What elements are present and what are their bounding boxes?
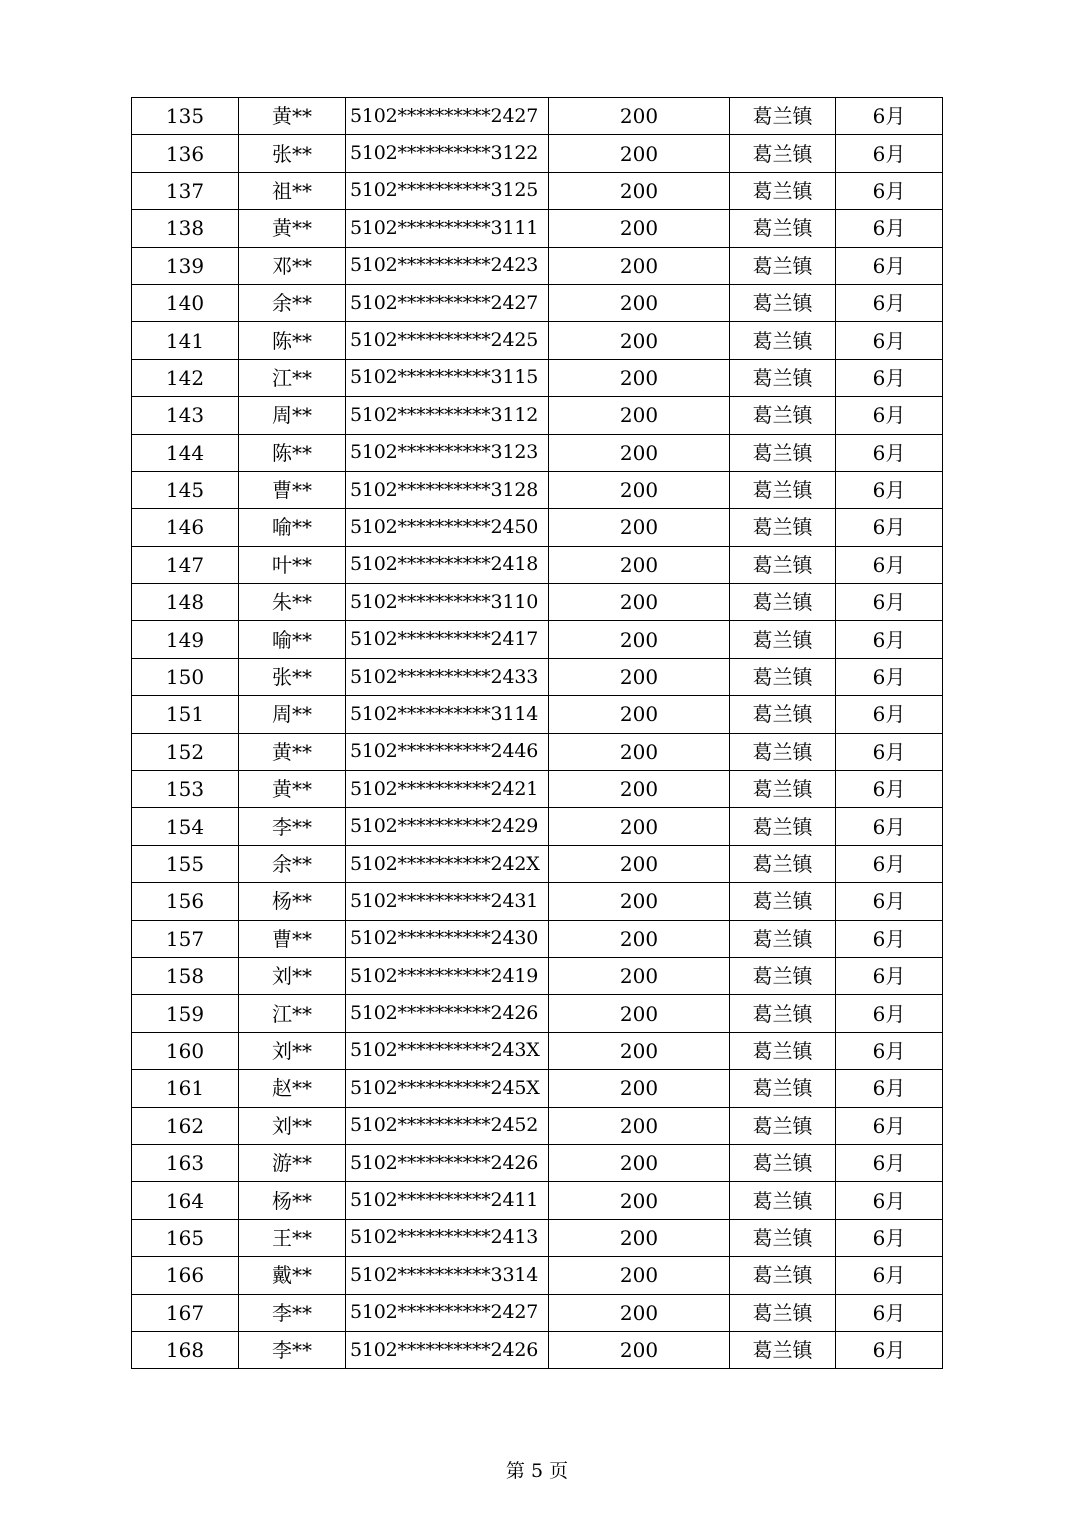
cell-serial-number: 153 — [132, 771, 239, 808]
cell-month: 6月 — [836, 845, 943, 882]
table-row — [132, 172, 943, 209]
cell-serial-number: 147 — [132, 546, 239, 583]
cell-month: 6月 — [836, 434, 943, 471]
table-row — [132, 98, 943, 135]
cell-month: 6月 — [836, 284, 943, 321]
table-row — [132, 1294, 943, 1331]
cell-serial-number: 149 — [132, 621, 239, 658]
cell-serial-number: 144 — [132, 434, 239, 471]
cell-name: 戴** — [239, 1257, 346, 1294]
cell-month: 6月 — [836, 471, 943, 508]
cell-name: 李** — [239, 808, 346, 845]
cell-month: 6月 — [836, 98, 943, 135]
cell-amount: 200 — [549, 546, 730, 583]
cell-id-number: 5102**********3122 — [346, 135, 549, 172]
cell-serial-number: 148 — [132, 584, 239, 621]
cell-month: 6月 — [836, 584, 943, 621]
cell-amount: 200 — [549, 1070, 730, 1107]
cell-id-number: 5102**********2427 — [346, 284, 549, 321]
subsidy-table — [131, 97, 943, 1369]
cell-name: 黄** — [239, 98, 346, 135]
cell-id-number: 5102**********2413 — [346, 1219, 549, 1256]
cell-amount: 200 — [549, 845, 730, 882]
cell-amount: 200 — [549, 172, 730, 209]
cell-amount: 200 — [549, 1107, 730, 1144]
table-row — [132, 1107, 943, 1144]
cell-name: 周** — [239, 696, 346, 733]
cell-amount: 200 — [549, 210, 730, 247]
cell-name: 黄** — [239, 771, 346, 808]
cell-serial-number: 156 — [132, 883, 239, 920]
cell-month: 6月 — [836, 1219, 943, 1256]
cell-id-number: 5102**********3123 — [346, 434, 549, 471]
cell-month: 6月 — [836, 509, 943, 546]
table-row — [132, 434, 943, 471]
cell-name: 陈** — [239, 434, 346, 471]
table-row — [132, 845, 943, 882]
cell-serial-number: 161 — [132, 1070, 239, 1107]
table-row — [132, 1144, 943, 1181]
cell-town: 葛兰镇 — [730, 1032, 836, 1069]
cell-town: 葛兰镇 — [730, 957, 836, 994]
cell-id-number: 5102**********2419 — [346, 957, 549, 994]
cell-id-number: 5102**********2417 — [346, 621, 549, 658]
cell-town: 葛兰镇 — [730, 247, 836, 284]
table-row — [132, 808, 943, 845]
cell-id-number: 5102**********3114 — [346, 696, 549, 733]
cell-name: 曹** — [239, 920, 346, 957]
cell-month: 6月 — [836, 920, 943, 957]
cell-amount: 200 — [549, 1331, 730, 1368]
cell-month: 6月 — [836, 621, 943, 658]
cell-id-number: 5102**********2426 — [346, 995, 549, 1032]
cell-name: 王** — [239, 1219, 346, 1256]
cell-town: 葛兰镇 — [730, 434, 836, 471]
cell-amount: 200 — [549, 284, 730, 321]
cell-id-number: 5102**********242X — [346, 845, 549, 882]
cell-id-number: 5102**********2429 — [346, 808, 549, 845]
cell-town: 葛兰镇 — [730, 696, 836, 733]
table-row — [132, 733, 943, 770]
cell-serial-number: 146 — [132, 509, 239, 546]
cell-month: 6月 — [836, 1032, 943, 1069]
cell-town: 葛兰镇 — [730, 322, 836, 359]
cell-town: 葛兰镇 — [730, 1219, 836, 1256]
cell-id-number: 5102**********2431 — [346, 883, 549, 920]
table-row — [132, 621, 943, 658]
cell-town: 葛兰镇 — [730, 397, 836, 434]
cell-id-number: 5102**********3111 — [346, 210, 549, 247]
cell-id-number: 5102**********3112 — [346, 397, 549, 434]
cell-serial-number: 138 — [132, 210, 239, 247]
cell-name: 喻** — [239, 621, 346, 658]
cell-month: 6月 — [836, 696, 943, 733]
cell-amount: 200 — [549, 247, 730, 284]
cell-serial-number: 158 — [132, 957, 239, 994]
cell-serial-number: 163 — [132, 1144, 239, 1181]
cell-month: 6月 — [836, 1294, 943, 1331]
table-row — [132, 397, 943, 434]
cell-town: 葛兰镇 — [730, 172, 836, 209]
cell-town: 葛兰镇 — [730, 1182, 836, 1219]
cell-amount: 200 — [549, 359, 730, 396]
cell-town: 葛兰镇 — [730, 1107, 836, 1144]
cell-month: 6月 — [836, 1257, 943, 1294]
cell-name: 朱** — [239, 584, 346, 621]
table-row — [132, 584, 943, 621]
cell-serial-number: 150 — [132, 658, 239, 695]
cell-amount: 200 — [549, 995, 730, 1032]
cell-id-number: 5102**********3115 — [346, 359, 549, 396]
table-row — [132, 1331, 943, 1368]
cell-amount: 200 — [549, 658, 730, 695]
cell-month: 6月 — [836, 1144, 943, 1181]
cell-serial-number: 157 — [132, 920, 239, 957]
cell-amount: 200 — [549, 1219, 730, 1256]
cell-town: 葛兰镇 — [730, 1070, 836, 1107]
cell-id-number: 5102**********2423 — [346, 247, 549, 284]
cell-serial-number: 135 — [132, 98, 239, 135]
cell-town: 葛兰镇 — [730, 584, 836, 621]
cell-serial-number: 139 — [132, 247, 239, 284]
cell-id-number: 5102**********2411 — [346, 1182, 549, 1219]
table-row — [132, 771, 943, 808]
cell-town: 葛兰镇 — [730, 920, 836, 957]
cell-name: 杨** — [239, 1182, 346, 1219]
cell-name: 黄** — [239, 210, 346, 247]
table-row — [132, 995, 943, 1032]
cell-month: 6月 — [836, 135, 943, 172]
cell-id-number: 5102**********245X — [346, 1070, 549, 1107]
cell-serial-number: 143 — [132, 397, 239, 434]
cell-town: 葛兰镇 — [730, 808, 836, 845]
cell-serial-number: 142 — [132, 359, 239, 396]
cell-amount: 200 — [549, 808, 730, 845]
cell-id-number: 5102**********2446 — [346, 733, 549, 770]
cell-town: 葛兰镇 — [730, 546, 836, 583]
table-row — [132, 546, 943, 583]
cell-month: 6月 — [836, 397, 943, 434]
table-row — [132, 359, 943, 396]
cell-serial-number: 160 — [132, 1032, 239, 1069]
table-row — [132, 957, 943, 994]
cell-serial-number: 141 — [132, 322, 239, 359]
cell-town: 葛兰镇 — [730, 658, 836, 695]
cell-month: 6月 — [836, 546, 943, 583]
cell-serial-number: 151 — [132, 696, 239, 733]
cell-town: 葛兰镇 — [730, 135, 836, 172]
cell-name: 刘** — [239, 957, 346, 994]
table-row — [132, 1219, 943, 1256]
table-row — [132, 284, 943, 321]
cell-amount: 200 — [549, 471, 730, 508]
cell-name: 邓** — [239, 247, 346, 284]
cell-serial-number: 159 — [132, 995, 239, 1032]
cell-id-number: 5102**********2427 — [346, 1294, 549, 1331]
cell-name: 赵** — [239, 1070, 346, 1107]
cell-id-number: 5102**********2418 — [346, 546, 549, 583]
cell-id-number: 5102**********2450 — [346, 509, 549, 546]
cell-name: 余** — [239, 284, 346, 321]
cell-month: 6月 — [836, 883, 943, 920]
table-row — [132, 471, 943, 508]
table-row — [132, 1182, 943, 1219]
cell-town: 葛兰镇 — [730, 621, 836, 658]
cell-month: 6月 — [836, 658, 943, 695]
table-row — [132, 135, 943, 172]
cell-name: 陈** — [239, 322, 346, 359]
cell-name: 祖** — [239, 172, 346, 209]
cell-town: 葛兰镇 — [730, 845, 836, 882]
cell-id-number: 5102**********2421 — [346, 771, 549, 808]
cell-name: 张** — [239, 658, 346, 695]
cell-id-number: 5102**********2425 — [346, 322, 549, 359]
cell-month: 6月 — [836, 995, 943, 1032]
cell-id-number: 5102**********2452 — [346, 1107, 549, 1144]
cell-name: 李** — [239, 1294, 346, 1331]
cell-name: 余** — [239, 845, 346, 882]
cell-amount: 200 — [549, 920, 730, 957]
cell-amount: 200 — [549, 434, 730, 471]
cell-id-number: 5102**********3110 — [346, 584, 549, 621]
cell-town: 葛兰镇 — [730, 284, 836, 321]
cell-name: 曹** — [239, 471, 346, 508]
cell-month: 6月 — [836, 771, 943, 808]
table-row — [132, 1032, 943, 1069]
page-number: 第 5 页 — [505, 1460, 569, 1482]
cell-name: 喻** — [239, 509, 346, 546]
cell-amount: 200 — [549, 696, 730, 733]
cell-serial-number: 137 — [132, 172, 239, 209]
table-row — [132, 658, 943, 695]
cell-month: 6月 — [836, 210, 943, 247]
cell-amount: 200 — [549, 733, 730, 770]
table-row — [132, 1070, 943, 1107]
cell-town: 葛兰镇 — [730, 771, 836, 808]
cell-amount: 200 — [549, 1257, 730, 1294]
cell-town: 葛兰镇 — [730, 1294, 836, 1331]
cell-name: 黄** — [239, 733, 346, 770]
cell-name: 杨** — [239, 883, 346, 920]
cell-amount: 200 — [549, 1294, 730, 1331]
cell-amount: 200 — [549, 135, 730, 172]
cell-id-number: 5102**********3125 — [346, 172, 549, 209]
cell-month: 6月 — [836, 322, 943, 359]
cell-amount: 200 — [549, 883, 730, 920]
cell-serial-number: 168 — [132, 1331, 239, 1368]
cell-name: 刘** — [239, 1032, 346, 1069]
cell-name: 张** — [239, 135, 346, 172]
cell-id-number: 5102**********2433 — [346, 658, 549, 695]
cell-amount: 200 — [549, 621, 730, 658]
cell-amount: 200 — [549, 509, 730, 546]
cell-serial-number: 145 — [132, 471, 239, 508]
cell-amount: 200 — [549, 322, 730, 359]
cell-month: 6月 — [836, 247, 943, 284]
table-row — [132, 1257, 943, 1294]
cell-town: 葛兰镇 — [730, 1331, 836, 1368]
cell-month: 6月 — [836, 1107, 943, 1144]
table-row — [132, 696, 943, 733]
cell-serial-number: 166 — [132, 1257, 239, 1294]
cell-month: 6月 — [836, 733, 943, 770]
cell-name: 李** — [239, 1331, 346, 1368]
cell-serial-number: 140 — [132, 284, 239, 321]
cell-town: 葛兰镇 — [730, 1257, 836, 1294]
cell-month: 6月 — [836, 957, 943, 994]
cell-id-number: 5102**********2430 — [346, 920, 549, 957]
cell-id-number: 5102**********3314 — [346, 1257, 549, 1294]
cell-name: 江** — [239, 995, 346, 1032]
cell-name: 叶** — [239, 546, 346, 583]
cell-serial-number: 164 — [132, 1182, 239, 1219]
cell-town: 葛兰镇 — [730, 471, 836, 508]
cell-town: 葛兰镇 — [730, 509, 836, 546]
cell-town: 葛兰镇 — [730, 359, 836, 396]
cell-town: 葛兰镇 — [730, 210, 836, 247]
cell-serial-number: 165 — [132, 1219, 239, 1256]
cell-town: 葛兰镇 — [730, 1144, 836, 1181]
cell-amount: 200 — [549, 957, 730, 994]
cell-serial-number: 136 — [132, 135, 239, 172]
cell-serial-number: 152 — [132, 733, 239, 770]
cell-id-number: 5102**********243X — [346, 1032, 549, 1069]
table-body — [132, 98, 943, 1369]
cell-name: 刘** — [239, 1107, 346, 1144]
cell-amount: 200 — [549, 98, 730, 135]
table-row — [132, 247, 943, 284]
cell-month: 6月 — [836, 1331, 943, 1368]
cell-name: 游** — [239, 1144, 346, 1181]
cell-serial-number: 155 — [132, 845, 239, 882]
cell-amount: 200 — [549, 1144, 730, 1181]
cell-town: 葛兰镇 — [730, 883, 836, 920]
cell-id-number: 5102**********2426 — [346, 1144, 549, 1181]
table-row — [132, 210, 943, 247]
cell-id-number: 5102**********3128 — [346, 471, 549, 508]
cell-amount: 200 — [549, 1182, 730, 1219]
table-row — [132, 509, 943, 546]
cell-serial-number: 154 — [132, 808, 239, 845]
cell-town: 葛兰镇 — [730, 98, 836, 135]
cell-id-number: 5102**********2427 — [346, 98, 549, 135]
cell-name: 周** — [239, 397, 346, 434]
cell-month: 6月 — [836, 1182, 943, 1219]
cell-amount: 200 — [549, 1032, 730, 1069]
cell-month: 6月 — [836, 808, 943, 845]
cell-amount: 200 — [549, 584, 730, 621]
cell-amount: 200 — [549, 771, 730, 808]
table-row — [132, 322, 943, 359]
cell-amount: 200 — [549, 397, 730, 434]
cell-town: 葛兰镇 — [730, 995, 836, 1032]
cell-serial-number: 162 — [132, 1107, 239, 1144]
cell-id-number: 5102**********2426 — [346, 1331, 549, 1368]
cell-name: 江** — [239, 359, 346, 396]
table-row — [132, 883, 943, 920]
cell-month: 6月 — [836, 1070, 943, 1107]
cell-town: 葛兰镇 — [730, 733, 836, 770]
table-row — [132, 920, 943, 957]
cell-month: 6月 — [836, 172, 943, 209]
cell-serial-number: 167 — [132, 1294, 239, 1331]
cell-month: 6月 — [836, 359, 943, 396]
